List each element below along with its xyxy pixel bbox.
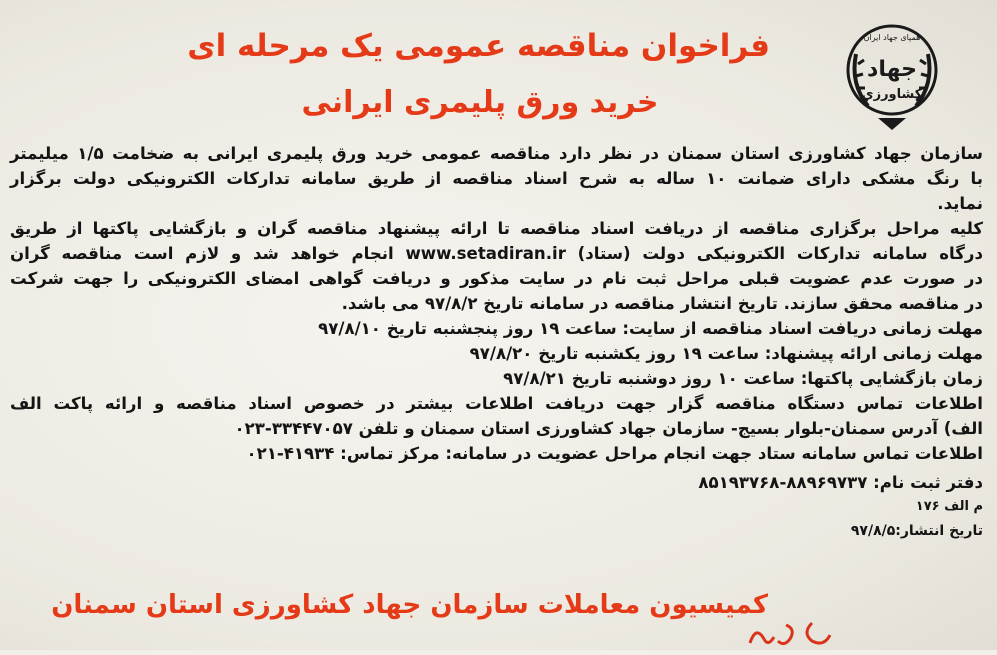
deadline-line: مهلت زمانی ارائه پیشنهاد: ساعت ۱۹ روز یکشنبه تاریخ ۹۷/۸/۲۰ xyxy=(469,344,983,363)
deadline-line: زمان بازگشایی پاکتها: ساعت ۱۰ روز دوشنبه تاریخ ۹۷/۸/۲۱ xyxy=(503,369,983,388)
ad-id: م الف ۱۷۶ xyxy=(915,499,983,514)
contact-line: اطلاعات تماس سامانه ستاد جهت انجام مراحل عضویت در سامانه: مرکز تماس: ۴۱۹۳۴-۰۲۱ xyxy=(246,444,983,463)
body-line: نماید. xyxy=(937,194,983,213)
notice-subtitle: خرید ورق پلیمری ایرانی xyxy=(301,85,659,120)
body-line: سازمان جهاد کشاورزی استان سمنان در نظر دارد مناقصه عمومی خرید ورق پلیمری ایرانی به ضخامت ۱/۵ میلیمتر xyxy=(10,144,983,163)
handwritten-mark xyxy=(740,617,860,651)
footer-signature: کمیسیون معاملات سازمان جهاد کشاورزی استان سمنان xyxy=(51,590,768,620)
body-line: با رنگ مشکی دارای ضمانت ۱۰ ساله به شرح اسناد مناقصه از طریق سامانه تدارکات الکترونیکی دولت برگزار xyxy=(10,169,983,188)
handwritten-number-icon xyxy=(740,617,860,651)
body-line: درگاه سامانه تدارکات الکترونیکی دولت (ستاد) www.setadiran.ir انجام خواهد شد و لازم است مناقصه گران xyxy=(10,244,983,263)
contact-line: اطلاعات تماس دستگاه مناقصه گزار جهت دریافت اطلاعات بیشتر در خصوص اسناد مناقصه و ارائه پاکت الف xyxy=(10,394,983,413)
publish-date: تاریخ انتشار:۹۷/۸/۵ xyxy=(850,523,983,539)
logo-tagline: همپای جهاد ایران xyxy=(863,33,921,42)
logo-emblem-icon xyxy=(838,14,946,132)
contact-line: الف) آدرس سمنان-بلوار بسیج- سازمان جهاد کشاورزی استان سمنان و تلفن ۳۳۴۴۷۰۵۷-۰۲۳ xyxy=(234,419,983,438)
body-line: در مناقصه محقق سازند. تاریخ انتشار مناقصه در سامانه تاریخ ۹۷/۸/۲ می باشد. xyxy=(341,294,983,313)
deadline-line: مهلت زمانی دریافت اسناد مناقصه از سایت: ساعت ۱۹ روز پنجشنبه تاریخ ۹۷/۸/۱۰ xyxy=(318,319,983,338)
logo-name: جهاد xyxy=(867,57,917,82)
body-line: در صورت عدم عضویت قبلی مراحل ثبت نام در سایت مذکور و دریافت گواهی امضای الکترونیکی را جهت شرکت xyxy=(10,269,983,288)
notice-title: فراخوان مناقصه عمومی یک مرحله ای xyxy=(187,28,770,64)
logo-subtitle: کشاورزی xyxy=(861,87,923,102)
jahad-keshavarzi-logo xyxy=(838,14,946,132)
registry-line: دفتر ثبت نام: ۸۸۹۶۹۷۳۷-۸۵۱۹۳۷۶۸ xyxy=(698,473,983,492)
body-line: کلیه مراحل برگزاری مناقصه از دریافت اسناد مناقصه تا ارائه پیشنهاد مناقصه گران و بازگشایی پاکتها از طریق xyxy=(10,219,983,238)
